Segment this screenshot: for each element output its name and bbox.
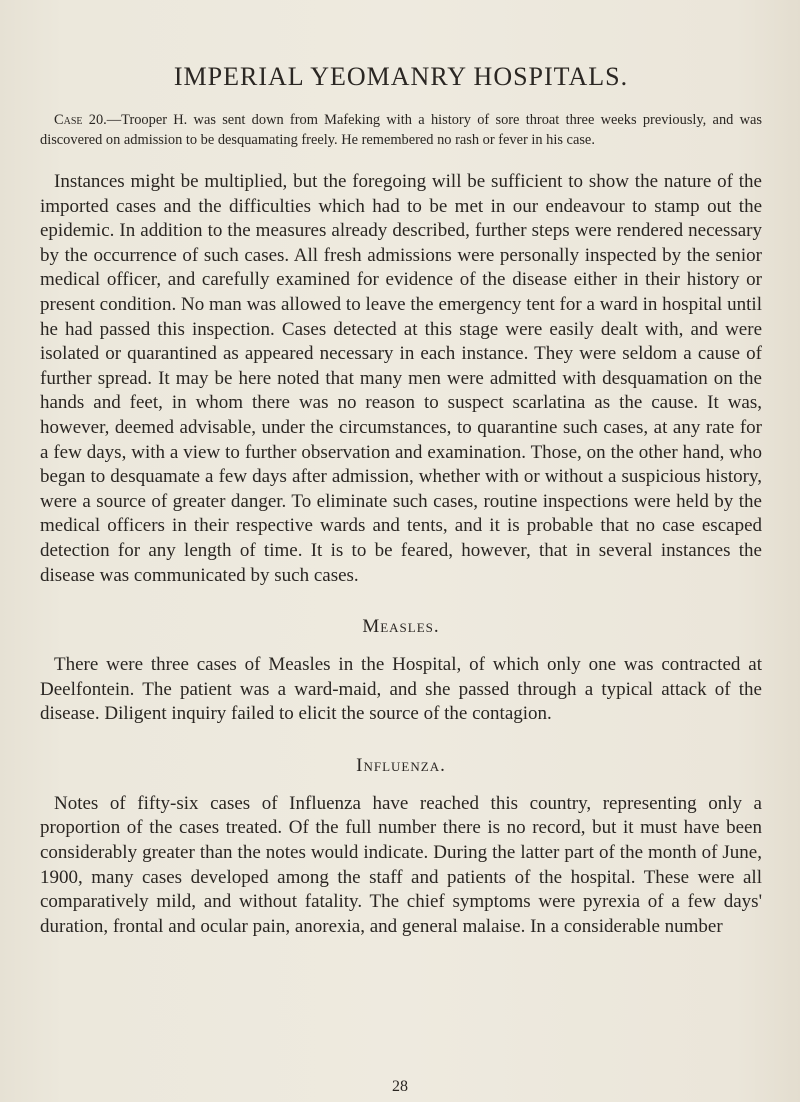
page-title: IMPERIAL YEOMANRY HOSPITALS. [173,62,629,91]
influenza-heading: Influenza. [356,754,446,776]
case-label: Case 20. [54,112,107,128]
influenza-paragraph: Notes of fifty-six cases of Influenza have reached this country, representing only a proportion of the cases treated. Of the full number there is no record, but it must have been considerably greater than the notes would indicate. During the latter part of the month of June, 1900, many cases developed among the staff and patients of the hospital. These were all comparatively mild, and without fatality. The chief symptoms were pyrexia of a few days' duration, frontal and ocular pain, anorexia, and general malaise. In a considerable number [40,792,762,937]
page-number: 28 [392,1078,408,1095]
measles-heading: Measles. [362,616,440,638]
main-paragraph: Instances might be multiplied, but the foregoing will be sufficient to show the nature of the imported cases and the difficulties which had to be met in our endeavour to stamp out the epidemic. In addition to the measures already described, further steps were rendered necessary by the occurrence of such cases. All fresh admissions were personally inspected by the senior medical officer, and carefully examined for evidence of the disease either in their history or present condition. No man was allowed to leave the emergency tent for a ward in hospital until he had passed this inspection. Cases detected at this stage were easily dealt with, and were isolated or quarantined as appeared necessary in each instance. They were seldom a cause of further spread. It may be here noted that many men were admitted with desquamation on the hands and feet, in whom there was no reason to suspect scarlatina as the cause. It was, however, deemed advisable, under the circumstances, to quarantine such cases, at any rate for a few days, with a view to further observation and examination. Those, on the other hand, who began to desquamate a few days after admission, whether with or without a suspicious history, were a source of greater danger. To eliminate such cases, routine inspections were held by the medical officers in their respective wards and tents, and it is probable that no case escaped detection for any length of time. It is to be feared, however, that in several instances the disease was communicated by such cases. [40,171,762,586]
measles-paragraph: There were three cases of Measles in the Hospital, of which only one was contracted at Deelfontein. The patient was a ward-maid, and she passed through a typical attack of the disease. Diligent inquiry failed to elicit the source of the contagion. [40,654,762,725]
case-note-text: —Trooper H. was sent down from Mafeking with a history of sore throat three weeks previously, and was discovered on admission to be desquamating freely. He remembered no rash or fever in his case. [40,112,762,148]
case-note [40,110,762,150]
